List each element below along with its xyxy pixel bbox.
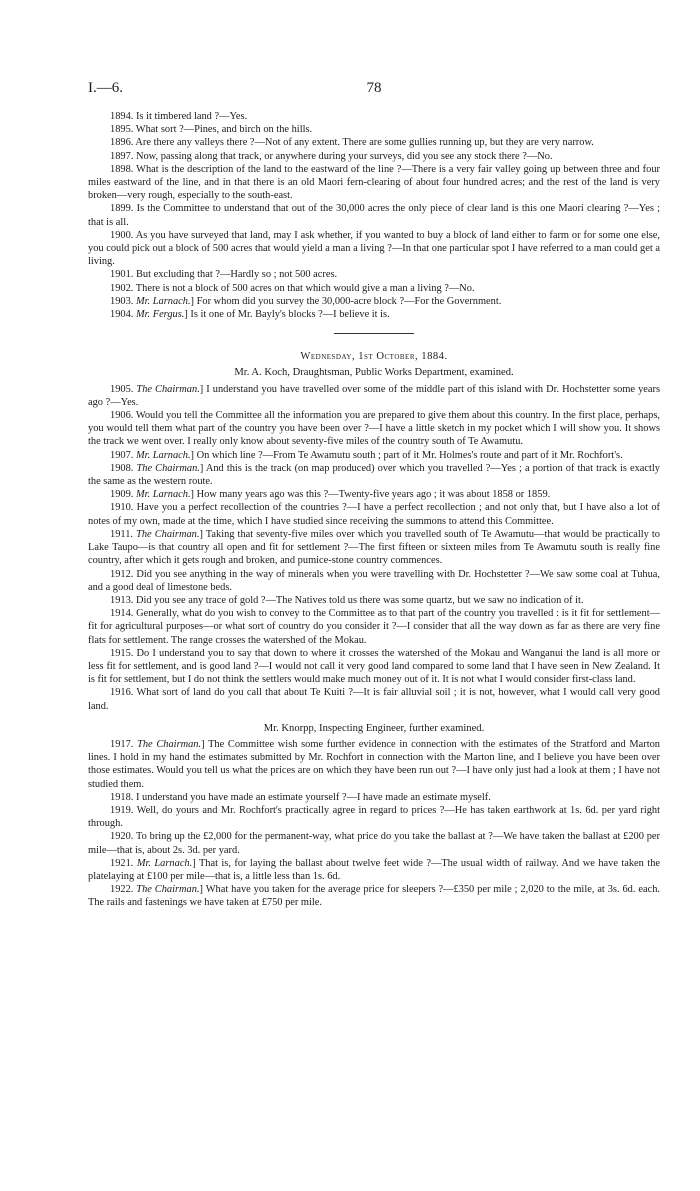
question-text: ] And this is the track (on map produced) over which you travelled ?—Yes ; a portion of that track is exactly the same as the western route.: [88, 462, 660, 488]
question-text: 1915. Do I understand you to say that down to where it crosses the watershed of the Mokau and Wanganui the land is all more or less fit for settlement, and is good land ?—I would not call it very good land compared to some land that I have seen in New Zealand. It is fit for settlement, but I do not think the settlers would make much money out of it. It is not what I would consider first-class land.: [88, 647, 660, 686]
speaker-name: Mr. Larnach.: [135, 489, 191, 501]
question-text: 1916. What sort of land do you call that about Te Kuiti ?—It is fair alluvial soil ; it is not, however, what I would call very good land.: [88, 687, 660, 712]
question-paragraph: [88, 462, 660, 488]
speaker-name: Mr. Larnach.: [136, 857, 193, 869]
question-text: 1914. Generally, what do you wish to convey to the Committee as to that part of the country you travelled : is it fit for settlement—fit for agricultural purposes—or what sort of country do you consider it ?—I consider that all the way down as far as there are very fine flats for settlement. The range crosses the watershed of the Mokau.: [88, 608, 660, 646]
question-number: 1911.: [110, 528, 137, 540]
question-paragraph: [88, 804, 660, 830]
question-text: ] That is, for laying the ballast about twelve feet wide ?—The usual width of railway. And we have taken the platelaying at £100 per mile—that is, a little less than 1s. 6d.: [88, 857, 660, 882]
question-paragraph: [88, 857, 660, 883]
question-paragraph: [88, 123, 660, 136]
question-text: ] On which line ?—From Te Awamutu south ; part of it Mr. Holmes's route and part of it Mr. Rochfort's.: [190, 449, 623, 461]
question-text: ] For whom did you survey the 30,000-acre block ?—For the Government.: [190, 295, 502, 307]
question-paragraph: [88, 136, 660, 149]
speaker-name: The Chairman.: [136, 528, 200, 540]
evidence-section-1: [88, 110, 660, 321]
speaker-name: The Chairman.: [136, 462, 200, 474]
question-paragraph: [88, 409, 660, 449]
question-text: 1900. As you have surveyed that land, may I ask whether, if you wanted to buy a block of land either to farm or for some one else, you could pick out a block of 500 acres that would yield a man a living ?—In that one particular spot I have referred to a man could get a living.: [88, 229, 660, 268]
question-paragraph: [88, 594, 660, 607]
question-text: 1901. But excluding that ?—Hardly so ; not 500 acres.: [110, 269, 338, 281]
document-body: [88, 110, 660, 910]
question-paragraph: [88, 268, 660, 281]
question-paragraph: [88, 202, 660, 228]
question-paragraph: [88, 883, 660, 909]
question-paragraph: [88, 488, 660, 501]
question-paragraph: [88, 449, 660, 462]
question-text: 1920. To bring up the £2,000 for the permanent-way, what price do you take the ballast at ?—We have taken the ballast at £200 per mile—that is, about 2s. 3d. per yard.: [88, 831, 660, 856]
question-paragraph: [88, 163, 660, 203]
evidence-section-2: [88, 383, 660, 713]
question-text: 1902. There is not a block of 500 acres on that which would give a man a living ?—No.: [110, 282, 475, 294]
question-text: ] Taking that seventy-five miles over which you travelled south of Te Awamutu—that would be practically to Lake Taupo—is that country all open and fit for settlement ?—The first fifteen or sixteen miles from Te Awamutu south is really fine country, after which it gets rough and broken, and pumice-stone country commences.: [88, 528, 660, 567]
speaker-name: The Chairman.: [136, 884, 200, 896]
question-text: 1918. I understand you have made an estimate yourself ?—I have made an estimate myself.: [110, 791, 491, 803]
question-paragraph: [88, 738, 660, 791]
witness-heading-knorpp: Mr. Knorpp, Inspecting Engineer, further examined.: [263, 722, 485, 734]
question-text: 1896. Are there any valleys there ?—Not of any extent. There are some gullies running up, but they are very narrow.: [110, 137, 594, 149]
question-paragraph: [88, 282, 660, 295]
question-paragraph: [88, 686, 660, 712]
question-number: 1909.: [110, 489, 136, 501]
question-paragraph: [88, 568, 660, 594]
document-page: [88, 80, 660, 910]
question-number: 1907.: [110, 449, 136, 461]
question-paragraph: [88, 647, 660, 687]
question-text: ] How many years ago was this ?—Twenty-five years ago ; it was about 1858 or 1859.: [190, 489, 551, 501]
question-number: 1917.: [110, 738, 138, 750]
question-paragraph: [88, 607, 660, 647]
report-reference: I.—6.: [88, 80, 123, 96]
question-paragraph: [88, 295, 660, 308]
question-number: 1904.: [110, 309, 136, 321]
question-text: 1906. Would you tell the Committee all the information you are prepared to give them about this country. In the first place, perhaps, you would tell them what part of the country you have been over ?—I have a little sketch in my pocket which I will show you. It shows the track we went over. I really only know about seventy-five miles of the country south of Te Awamutu.: [88, 410, 660, 448]
question-paragraph: [88, 528, 660, 568]
question-text: 1913. Did you see any trace of gold ?—The Natives told us there was some quartz, but we saw no indication of it.: [110, 594, 584, 606]
speaker-name: Mr. Fergus.: [135, 309, 185, 321]
question-text: ] What have you taken for the average price for sleepers ?—£350 per mile ; 2,020 to the mile, at 3s. 6d. each. The rails and fastenings we have taken at £750 per mile.: [88, 884, 660, 909]
date-heading: Wednesday, 1st October, 1884.: [300, 351, 448, 363]
question-text: 1894. Is it timbered land ?—Yes.: [110, 111, 248, 122]
question-paragraph: [88, 791, 660, 804]
question-number: 1908.: [110, 462, 137, 474]
question-number: 1921.: [110, 857, 137, 869]
question-paragraph: [88, 110, 660, 123]
speaker-name: Mr. Larnach.: [135, 449, 191, 461]
question-text: ] The Committee wish some further evidence in connection with the estimates of the Stratford and Marton lines. I hold in my hand the estimates submitted by Mr. Rochfort in connection with the Marton line, and I believe you have been over those estimates. Would you tell us what the prices are on which they have been run out ?—I have only just had a look at them ; I have not studied them.: [88, 738, 660, 790]
page-number: 78: [366, 80, 382, 96]
speaker-name: The Chairman.: [136, 383, 200, 395]
running-header: [88, 80, 660, 102]
question-number: 1903.: [110, 295, 136, 307]
question-paragraph: [88, 229, 660, 269]
speaker-name: The Chairman.: [137, 738, 202, 750]
question-text: 1897. Now, passing along that track, or anywhere during your surveys, did you see any stock there ?—No.: [110, 150, 553, 162]
speaker-name: Mr. Larnach.: [135, 295, 191, 307]
witness-heading-koch: Mr. A. Koch, Draughtsman, Public Works Department, examined.: [234, 367, 514, 379]
question-text: ] Is it one of Mr. Bayly's blocks ?—I believe it is.: [184, 309, 390, 321]
question-paragraph: [88, 501, 660, 527]
question-text: 1919. Well, do yours and Mr. Rochfort's practically agree in regard to prices ?—He has taken earthwork at 1s. 6d. per yard right through.: [88, 804, 660, 830]
question-text: ] I understand you have travelled over some of the middle part of this island with Dr. Hochstetter some years ago ?—Yes.: [88, 383, 660, 408]
question-text: 1899. Is the Committee to understand that out of the 30,000 acres the only piece of clear land is this one Maori clearing ?—Yes ; that is all.: [88, 203, 660, 228]
question-paragraph: [88, 308, 660, 321]
question-text: 1912. Did you see anything in the way of minerals when you were travelling with Dr. Hochstetter ?—We saw some coal at Tuhua, and a good deal of limestone beds.: [88, 568, 660, 593]
section-divider: [334, 333, 414, 334]
question-number: 1922.: [110, 884, 137, 896]
question-text: 1895. What sort ?—Pines, and birch on the hills.: [110, 124, 313, 136]
evidence-section-3: [88, 738, 660, 910]
question-text: 1910. Have you a perfect recollection of the countries ?—I have a perfect recollection ; and not only that, but I have also a lot of notes of my own, made at the time, which I have studied since receiving the summons to attend this Committee.: [88, 502, 660, 527]
question-paragraph: [88, 383, 660, 409]
question-paragraph: [88, 830, 660, 856]
question-number: 1905.: [110, 383, 137, 395]
question-text: 1898. What is the description of the land to the eastward of the line ?—There is a very fair valley going up between three and four miles eastward of the line, and in that there is an old Maori fern-clearing of about four hundred acres; and the rest of the land is very broken—very rough, especially to the south-east.: [88, 163, 660, 202]
question-paragraph: [88, 150, 660, 163]
